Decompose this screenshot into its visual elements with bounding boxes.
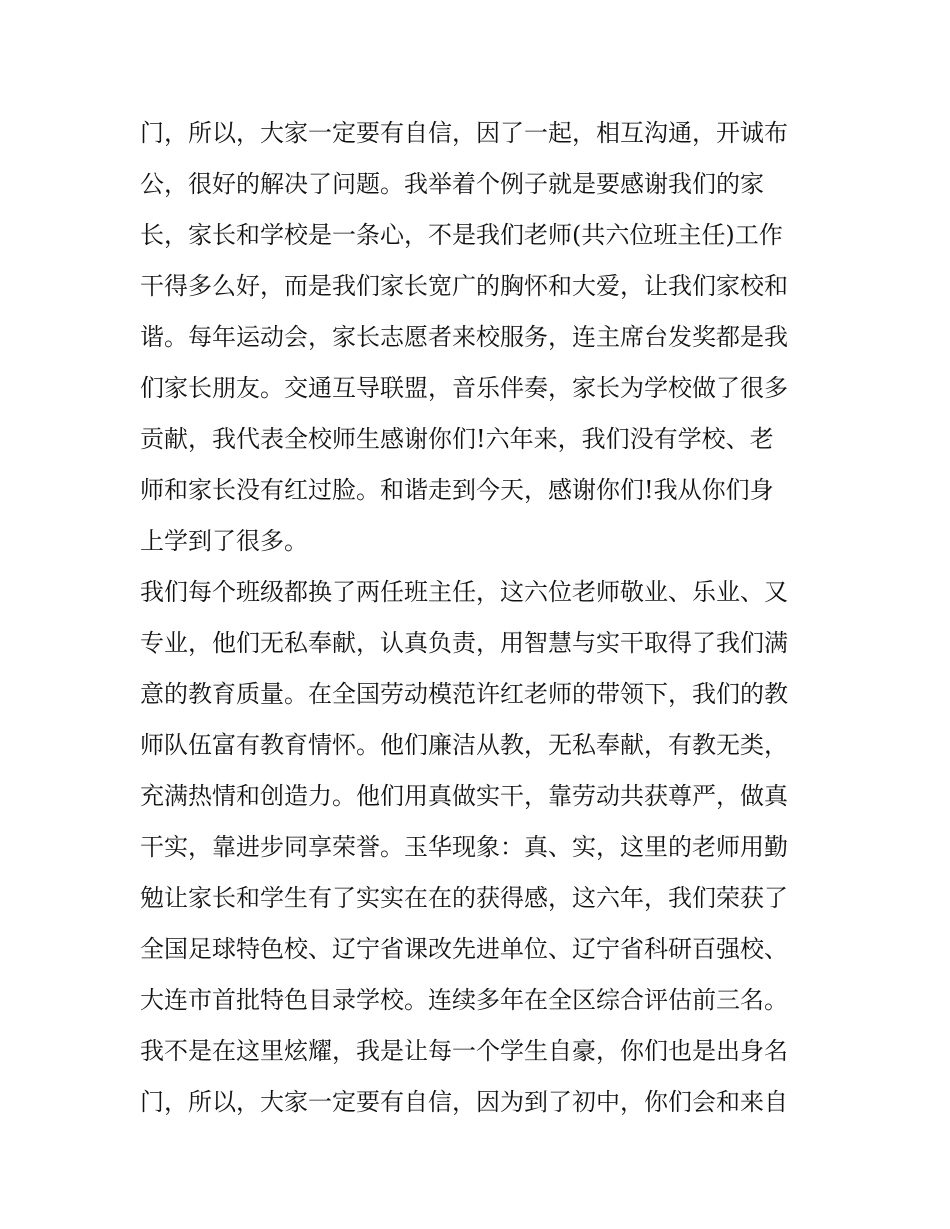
text-line: 充满热情和创造力。他们用真做实干，靠劳动共获尊严，做真 bbox=[140, 782, 788, 810]
text-line: 上学到了很多。 bbox=[140, 527, 308, 555]
text-line: 我们每个班级都换了两任班主任，这六位老师敬业、乐业、又 bbox=[140, 578, 788, 606]
text-line: 师队伍富有教育情怀。他们廉洁从教，无私奉献，有教无类， bbox=[140, 731, 788, 759]
text-line: 专业，他们无私奉献，认真负责，用智慧与实干取得了我们满 bbox=[140, 629, 788, 657]
text-line: 谐。每年运动会，家长志愿者来校服务，连主席台发奖都是我 bbox=[140, 323, 788, 351]
text-line: 公，很好的解决了问题。我举着个例子就是要感谢我们的家 bbox=[140, 170, 764, 198]
text-line: 大连市首批特色目录学校。连续多年在全区综合评估前三名。 bbox=[140, 986, 788, 1014]
text-line: 门，所以，大家一定要有自信，因了一起，相互沟通，开诚布 bbox=[140, 119, 788, 147]
text-line: 干得多么好，而是我们家长宽广的胸怀和大爱，让我们家校和 bbox=[140, 272, 788, 300]
text-line: 勉让家长和学生有了实实在在的获得感，这六年，我们荣获了 bbox=[140, 884, 788, 912]
text-line: 意的教育质量。在全国劳动模范许红老师的带领下，我们的教 bbox=[140, 680, 788, 708]
body-text bbox=[140, 108, 830, 1128]
text-line: 师和家长没有红过脸。和谐走到今天，感谢你们!我从你们身 bbox=[140, 476, 774, 504]
text-line: 长，家长和学校是一条心，不是我们老师(共六位班主任)工作 bbox=[140, 221, 783, 249]
text-line: 贡献，我代表全校师生感谢你们!六年来，我们没有学校、老 bbox=[140, 425, 774, 453]
text-line: 们家长朋友。交通互导联盟，音乐伴奏，家长为学校做了很多 bbox=[140, 374, 788, 402]
text-line: 干实，靠进步同享荣誉。玉华现象：真、实，这里的老师用勤 bbox=[140, 833, 788, 861]
text-line: 全国足球特色校、辽宁省课改先进单位、辽宁省科研百强校、 bbox=[140, 935, 788, 963]
text-line: 我不是在这里炫耀，我是让每一个学生自豪，你们也是出身名 bbox=[140, 1037, 788, 1065]
text-line: 门，所以，大家一定要有自信，因为到了初中，你们会和来自 bbox=[140, 1088, 788, 1116]
